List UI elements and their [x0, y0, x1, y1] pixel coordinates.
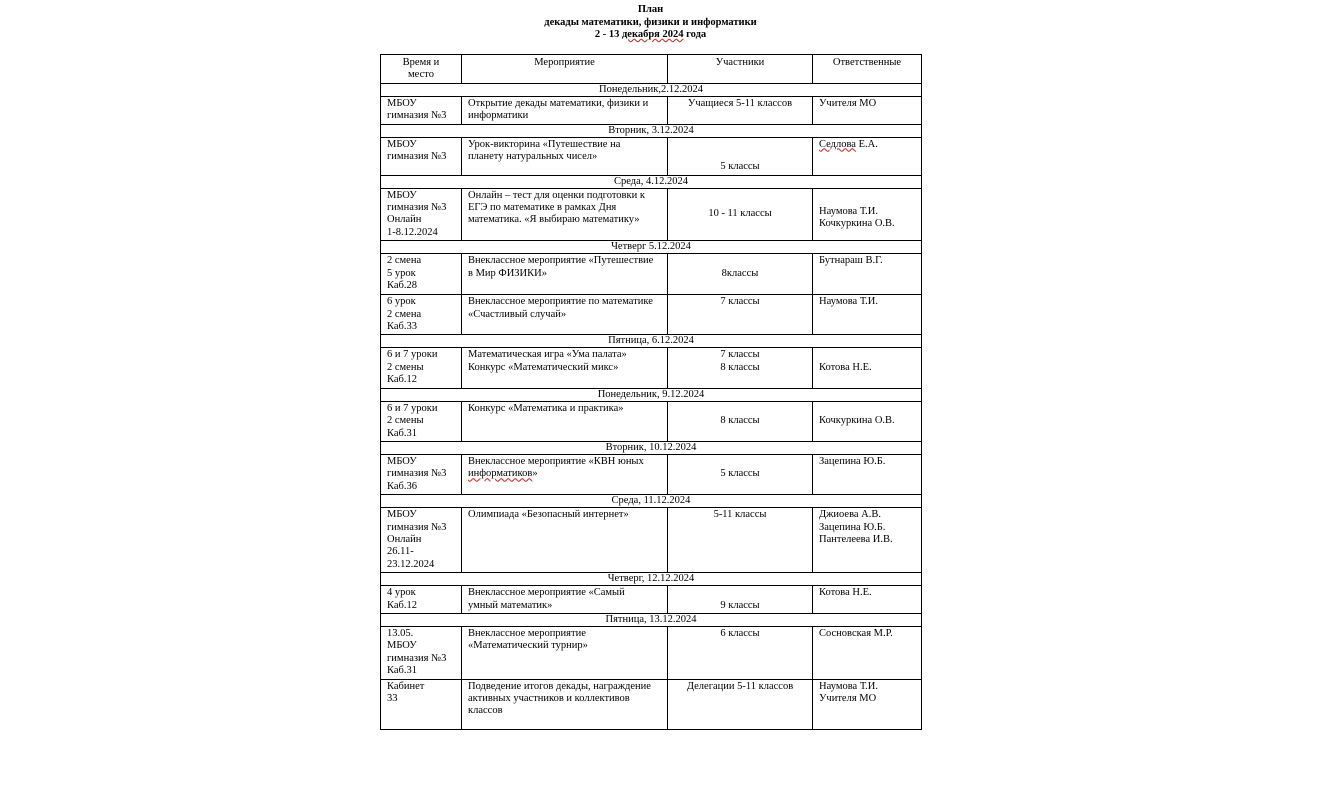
day-label: Пятница, 13.12.2024: [381, 613, 922, 626]
day-row: [381, 175, 922, 188]
responsible-surname: Седлова: [819, 138, 856, 150]
day-label: Вторник, 3.12.2024: [381, 124, 922, 137]
table-row: [381, 188, 922, 241]
title-line-plan: План: [637, 4, 664, 15]
cell-responsible: [813, 137, 922, 175]
day-label: Среда, 4.12.2024: [381, 175, 922, 188]
cell-participants: 10 - 11 классы: [668, 188, 813, 241]
table-row: [381, 586, 922, 614]
cell-time: МБОУ гимназия №3 Каб.36: [381, 454, 462, 494]
cell-time: 13.05. МБОУ гимназия №3 Каб.31: [381, 626, 462, 679]
cell-event: Внеклассное мероприятие «Математический турнир»: [462, 626, 668, 679]
cell-participants: 6 классы: [668, 626, 813, 679]
cell-event: Открытие декады математики, физики и информатики: [462, 96, 668, 124]
cell-event: Онлайн – тест для оценки подготовки к ЕГЭ по математике в рамках Дня математика. «Я выбираю математику»: [462, 188, 668, 241]
day-label: Среда, 11.12.2024: [381, 495, 922, 508]
table-row: [381, 401, 922, 441]
day-row: [381, 83, 922, 96]
cell-responsible: Котова Н.Е.: [813, 348, 922, 388]
cell-participants: 7 классы: [668, 295, 813, 335]
table-row: [381, 295, 922, 335]
cell-participants: 9 классы: [668, 586, 813, 614]
cell-event: Олимпиада «Безопасный интернет»: [462, 508, 668, 573]
day-row: [381, 241, 922, 254]
cell-time: МБОУ гимназия №3: [381, 96, 462, 124]
cell-time: 6 урок 2 смена Каб.33: [381, 295, 462, 335]
table-row: [381, 454, 922, 494]
day-row: [381, 441, 922, 454]
day-label: Понедельник,2.12.2024: [381, 83, 922, 96]
event-text-end: »: [532, 468, 538, 480]
header-participants: Участники: [668, 55, 813, 84]
cell-event: Внеклассное мероприятие «Самый умный математик»: [462, 586, 668, 614]
title-dates-start: 2 - 13: [594, 29, 622, 41]
cell-time: Кабинет 33: [381, 679, 462, 729]
cell-event: Внеклассное мероприятие по математике «Счастливый случай»: [462, 295, 668, 335]
day-label: Вторник, 10.12.2024: [381, 441, 922, 454]
table-row: [381, 137, 922, 175]
cell-responsible: Сосновская М.Р.: [813, 626, 922, 679]
cell-responsible: Учителя МО: [813, 96, 922, 124]
cell-time: 6 и 7 уроки 2 смены Каб.12: [381, 348, 462, 388]
header-event: Мероприятие: [462, 55, 668, 84]
day-row: [381, 335, 922, 348]
title-dates-end: года: [683, 29, 707, 41]
day-row: [381, 613, 922, 626]
table-row: [381, 254, 922, 295]
cell-time: МБОУ гимназия №3 Онлайн 1-8.12.2024: [381, 188, 462, 241]
cell-time: МБОУ гимназия №3 Онлайн 26.11- 23.12.2024: [381, 508, 462, 573]
event-text: Внеклассное мероприятие «КВН юных: [468, 455, 644, 467]
day-label: Понедельник, 9.12.2024: [381, 388, 922, 401]
title-line-dates: [380, 29, 921, 42]
cell-event: [462, 454, 668, 494]
header-responsible: Ответственные: [813, 55, 922, 84]
cell-participants: 5-11 классы: [668, 508, 813, 573]
day-row: [381, 495, 922, 508]
day-label: Четверг 5.12.2024: [381, 241, 922, 254]
cell-participants: 8классы: [668, 254, 813, 295]
cell-event: Математическая игра «Ума палата» Конкурс «Математический микс»: [462, 348, 668, 388]
cell-responsible: Зацепина Ю.Б.: [813, 454, 922, 494]
responsible-initials: Е.А.: [855, 138, 878, 150]
table-row: [381, 508, 922, 573]
event-text-flagged: информатиков: [468, 468, 533, 480]
cell-responsible: Джиоева А.В. Зацепина Ю.Б. Пантелеева И.В.: [813, 508, 922, 573]
cell-participants: 5 классы: [668, 454, 813, 494]
cell-time: 2 смена 5 урок Каб.28: [381, 254, 462, 295]
header-time: Время и место: [381, 55, 462, 84]
cell-time: 4 урок Каб.12: [381, 586, 462, 614]
document-title: [380, 4, 921, 42]
cell-participants: 7 классы 8 классы: [668, 348, 813, 388]
cell-responsible: Котова Н.Е.: [813, 586, 922, 614]
table-header-row: [381, 55, 922, 84]
cell-participants: Делегации 5-11 классов: [668, 679, 813, 729]
table-row: [381, 679, 922, 729]
cell-event: Конкурс «Математика и практика»: [462, 401, 668, 441]
cell-responsible: Наумова Т.И. Учителя МО: [813, 679, 922, 729]
day-row: [381, 388, 922, 401]
day-label: Четверг, 12.12.2024: [381, 573, 922, 586]
cell-participants: Учащиеся 5-11 классов: [668, 96, 813, 124]
cell-time: 6 и 7 уроки 2 смены Каб.31: [381, 401, 462, 441]
cell-event: Внеклассное мероприятие «Путешествие в Мир ФИЗИКИ»: [462, 254, 668, 295]
cell-responsible: Кочкуркина О.В.: [813, 401, 922, 441]
day-label: Пятница, 6.12.2024: [381, 335, 922, 348]
schedule-table: [380, 54, 922, 730]
cell-event: Подведение итогов декады, награждение активных участников и коллективов классов: [462, 679, 668, 729]
table-row: [381, 348, 922, 388]
cell-participants: 5 классы: [668, 137, 813, 175]
table-row: [381, 626, 922, 679]
cell-responsible: Наумова Т.И.: [813, 295, 922, 335]
table-row: [381, 96, 922, 124]
cell-participants: 8 классы: [668, 401, 813, 441]
day-row: [381, 124, 922, 137]
day-row: [381, 573, 922, 586]
title-dates-month: декабря 2024: [621, 29, 684, 41]
cell-responsible: Бутнараш В.Г.: [813, 254, 922, 295]
cell-event: Урок-викторина «Путешествие на планету натуральных чисел»: [462, 137, 668, 175]
title-line-subject: декады математики, физики и информатики: [544, 16, 757, 28]
cell-time: МБОУ гимназия №3: [381, 137, 462, 175]
cell-responsible: Наумова Т.И. Кочкуркина О.В.: [813, 188, 922, 241]
